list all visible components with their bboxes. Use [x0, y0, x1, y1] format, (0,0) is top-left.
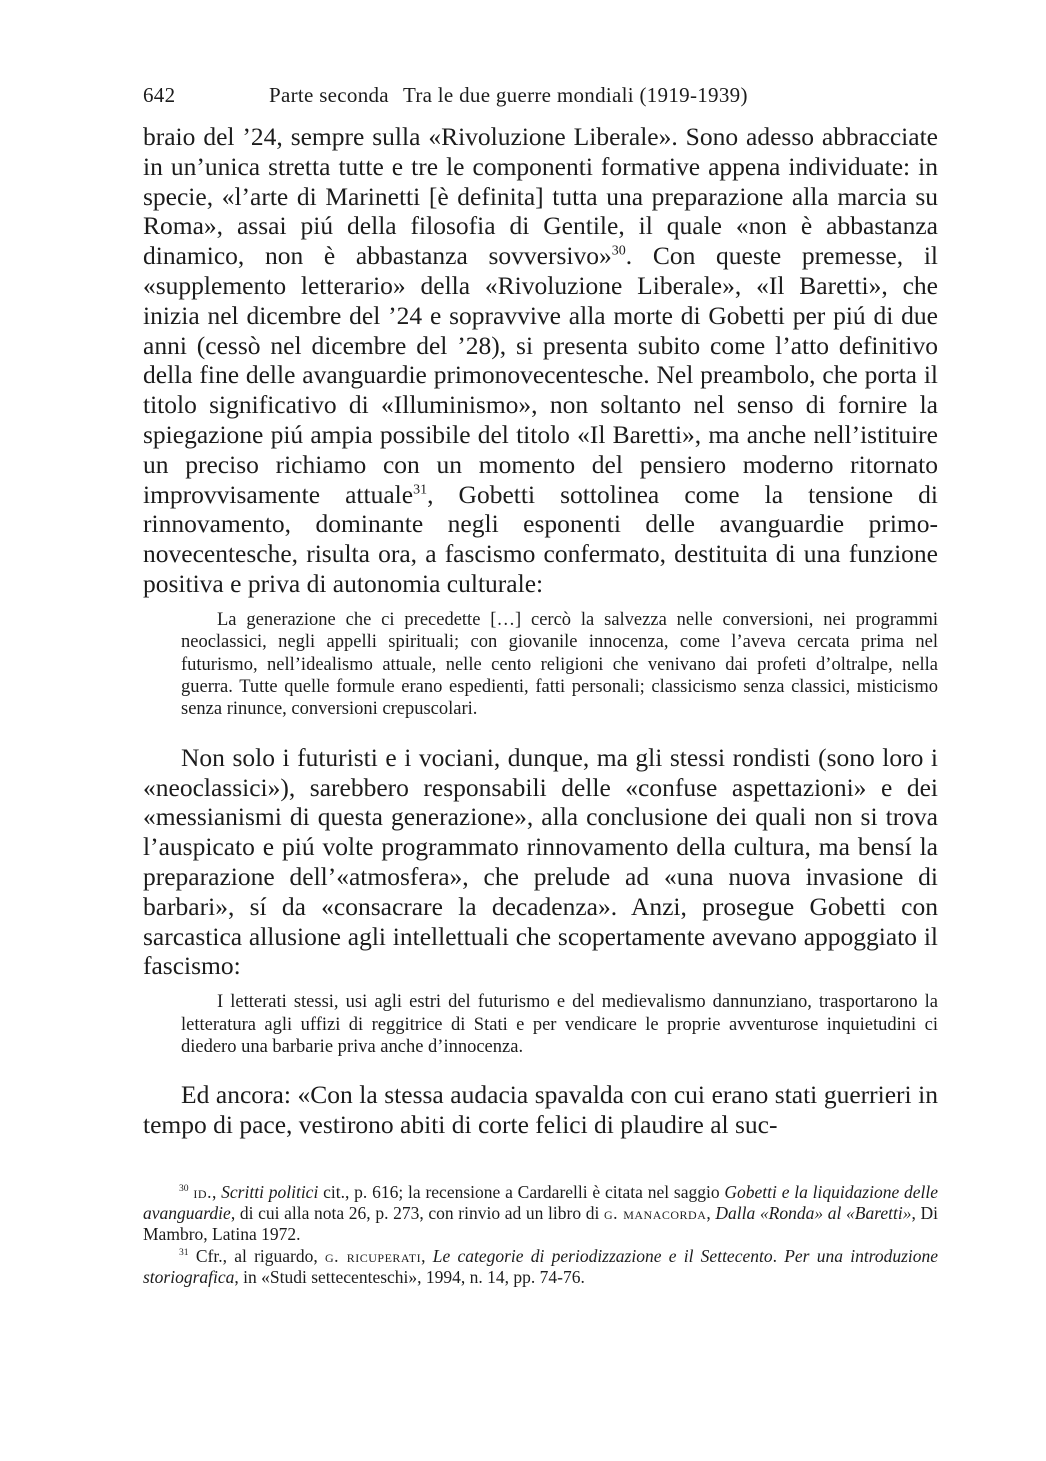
footnote-title: Per una introduzione storiografica [143, 1245, 939, 1287]
footnote-number: 30 [179, 1183, 189, 1195]
footnote-text: , [421, 1245, 433, 1266]
footnote-title: Gobetti e la liquidazione delle avanguardie [143, 1181, 939, 1223]
paragraph-1-text-b: . Con queste premesse, il «supplemento letterario» della «Rivoluzione Liberale», «Il Baretti», che inizia nel dicembre del ’24 e sopravvive alla morte di Gobetti per piú di due anni (cessò nel dicembre del ’28), si presenta subito come l’atto definitivo della fine delle avanguardie primonovecentesche. Nel preambolo, che porta il titolo significativo di «Illuminismo», non soltanto nel senso di fornire la spiegazione piú ampia possibile del titolo «Il Baretti», ma anche nell’istituire un preciso richiamo con un momento del pensiero moderno ritornato improvvisamente attuale [143, 241, 938, 509]
footnote-30: $^{30}$ id., Scritti politici cit., p. 616; la recensione a Cardarelli è citata nel saggio Gobetti e la liquidazione delle avanguardie, di cui alla nota 26, p. 273, con rinvio ad un libro di g. manacorda, Dalla «Ronda» al «Baretti», Di Mambro, Latina 1972. [143, 1181, 939, 1244]
footnote-text: Cfr., al riguardo, [195, 1245, 325, 1266]
footnote-text: cit., p. 616; la recensione a Cardarelli è citata nel saggio [318, 1181, 725, 1202]
footnote-ref-31: 31 [413, 482, 428, 498]
footnote-author: g. ricuperati [324, 1245, 422, 1266]
paragraph-2: Non solo i futuristi e i vociani, dunque, ma gli stessi rondisti (sono loro i «neoclassici»), sarebbero responsabili delle «confuse aspettazioni» e dei «messianismi di questa generazione», alla conclusione dei quali non si trova l’auspicato e piú volte programmato rinnovamento della cultura, ma bensí la preparazione dell’«atmosfera», che prelude ad «una nuova invasione di barbari», sí da «consacrare la decadenza». Anzi, prosegue Gobetti con sarcastica allusione agli intellettuali che scopertamente avevano appoggiato il fascismo: [143, 742, 938, 981]
block-quote-1: La generazione che ci precedette […] cercò la salvezza nelle conversioni, nei programmi neoclassici, negli appelli spirituali; con giovanile innocenza, come l’aveva cercata prima nel futurismo, nell’idealismo attuale, nelle cento religioni che venivano dai profeti d’oltralpe, nella guerra. Tutte quelle formule erano espedienti, fatti personali; classicismo senza classici, misticismo senza rinunce, conversioni crepuscolari. [181, 609, 938, 720]
paragraph-1-text-c: , Gobetti sottolinea come la tensione di rinnovamento, dominante negli esponenti delle avanguardie primo-novecentesche, risulta ora, a fascismo confermato, destituita di una funzione positiva e priva di autonomia culturale: [143, 479, 938, 598]
footnote-text: , [706, 1202, 716, 1223]
footnote-title: Le categorie di periodizzazione e il Settecento [432, 1245, 773, 1266]
running-head-part: Parte seconda [269, 83, 389, 107]
running-head [143, 78, 938, 112]
footnote-text: , di cui alla nota 26, p. 273, con rinvio ad un libro di [230, 1202, 605, 1223]
footnote-title: Dalla «Ronda» al «Baretti» [715, 1202, 912, 1223]
footnote-author: id. [193, 1181, 212, 1202]
footnote-author: g. manacorda [604, 1202, 707, 1223]
page-number: 642 [143, 83, 176, 107]
footnote-number: 31 [179, 1247, 189, 1259]
paragraph-1-text-a: braio del ’24, sempre sulla «Rivoluzione Liberale». Sono adesso abbracciate in un’unica stretta tutte e tre le componenti formative appena individuate: in specie, «l’arte di Marinetti [è definita] tutta una preparazione alla marcia su Roma», assai piú della filosofia di Gentile, il quale «non è abbastanza dinamico, non è abbastanza sovversivo» [143, 122, 938, 271]
footnote-31 [143, 1246, 938, 1288]
running-head-section: Tra le due guerre mondiali (1919-1939) [402, 83, 748, 107]
page [143, 78, 938, 1289]
footnote-text: , Di Mambro, Latina 1972. [143, 1202, 939, 1244]
paragraph-1 [143, 122, 938, 599]
footnote-ref-30: 30 [611, 243, 626, 259]
footnote-text: , in «Studi settecenteschi», 1994, n. 14, pp. 74-76. [234, 1266, 585, 1287]
footnote-title: Scritti politici [221, 1181, 319, 1202]
paragraph-3: Ed ancora: «Con la stessa audacia spavalda con cui erano stati guerrieri in tempo di pace, vestirono abiti di corte felici di plaudire al suc- [143, 1080, 938, 1140]
footnotes [143, 1182, 938, 1288]
block-quote-2: I letterati stessi, usi agli estri del futurismo e del medievalismo dannunziano, trasportarono la letteratura agli uffizi di reggitrice di Stati e per vendicare le proprie avventurose inquietudini ci diedero una barbarie priva anche d’innocenza. [181, 992, 938, 1057]
footnote-text: . [772, 1245, 785, 1266]
